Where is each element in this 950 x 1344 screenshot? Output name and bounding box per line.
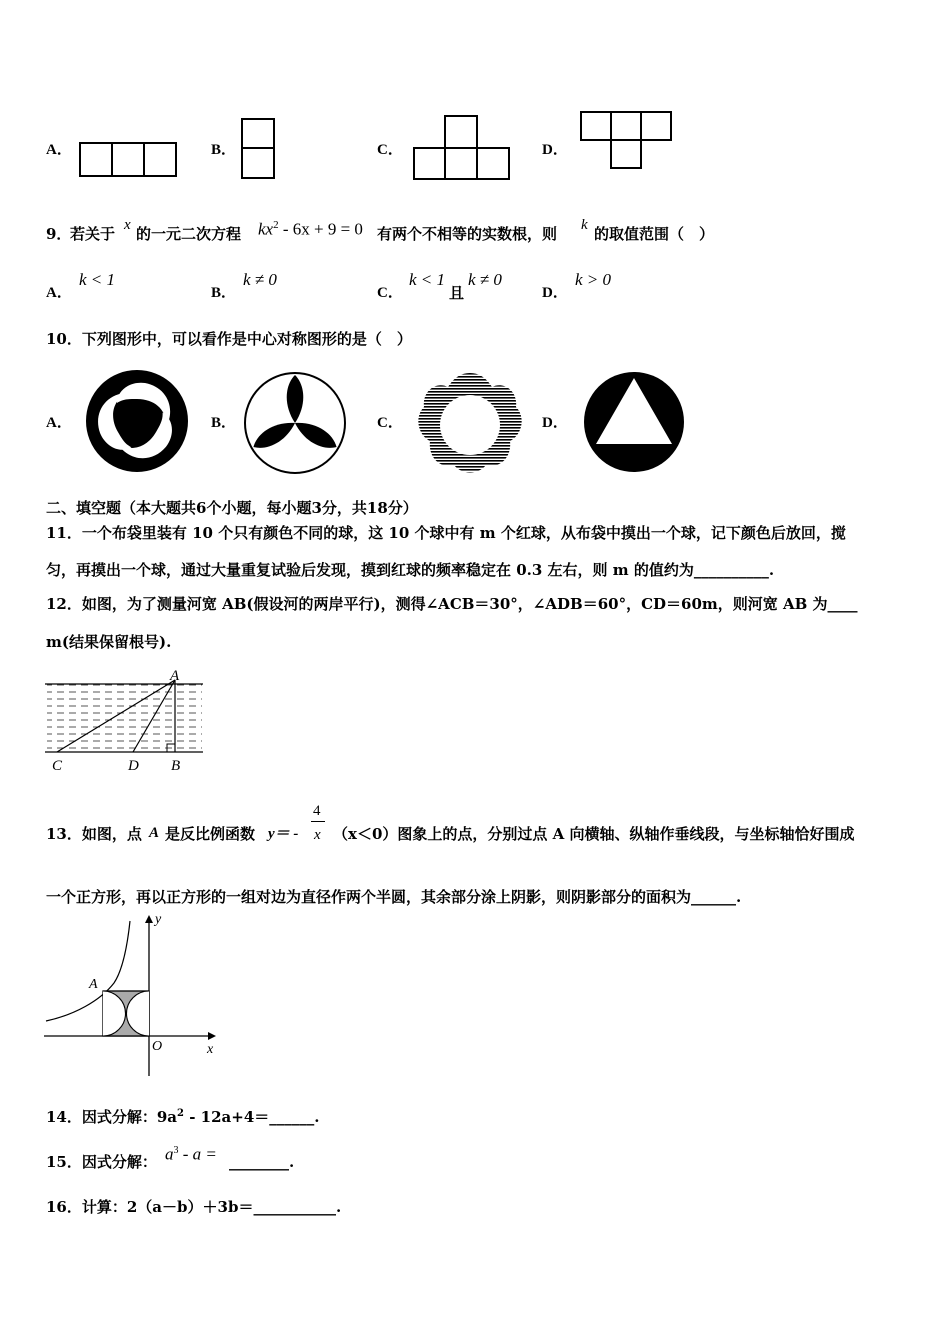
q12-line1: 12．如图，为了测量河宽 AB(假设河的两岸平行)，测得∠ACB＝30°，∠ADB＝60°，CD＝60m，则河宽 AB 为____ <box>46 595 858 613</box>
q8-label-d: D． <box>542 142 568 158</box>
q15-a: a <box>165 1144 174 1164</box>
q8-label-b: B． <box>211 142 237 158</box>
q13-frac-den: x <box>314 827 321 843</box>
q10-figure-a-tomoe <box>85 369 189 473</box>
q9-equation <box>258 215 363 240</box>
q9-option-b: B． <box>211 285 237 301</box>
q13-fig-label-o: O <box>152 1039 163 1054</box>
q13-fig-label-x: x <box>207 1042 214 1057</box>
q13-fig-label-a: A <box>89 977 98 992</box>
q9-text-mid: 的一元二次方程 <box>136 225 242 243</box>
q10-label-c: C． <box>377 415 403 431</box>
q10-figure-d-triangle-in-circle <box>582 370 686 474</box>
q13-text-cond: （x＜0）图象上的点，分别过点 A 向横轴、纵轴作垂线段，与坐标轴恰好围成 <box>333 825 855 843</box>
q13-y-eq: y＝ - <box>268 826 299 842</box>
q12-river-figure <box>45 668 205 774</box>
section-2-title: 二、填空题（本大题共6个小题，每小题3分，共18分） <box>46 499 418 517</box>
q9-text-post2: 的取值范围（ ） <box>594 225 715 243</box>
q12-line2: m(结果保留根号). <box>46 633 172 651</box>
q15-minus: - <box>178 1144 193 1164</box>
q16-text: 16．计算：2（a－b）＋3b＝___________. <box>46 1198 342 1216</box>
q12-fig-label-c: C <box>52 758 63 774</box>
q9-eq-rest: - 6x + 9 = 0 <box>278 219 363 239</box>
q11-line1: 11．一个布袋里装有 10 个只有颜色不同的球，这 10 个球中有 m 个红球，从布袋中摸出一个球，记下颜色后放回，搅 <box>46 524 846 542</box>
q9-eq-exponent: 2 <box>273 219 279 231</box>
q9-var-k: k <box>581 217 588 233</box>
q9-eq-kx: kx <box>258 219 274 239</box>
q12-fig-label-a: A <box>170 668 180 684</box>
q10-stem: 10．下列图形中，可以看作是中心对称图形的是（ ） <box>46 330 412 348</box>
q13-line2: 一个正方形，再以正方形的一组对边为直径作两个半圆，其余部分涂上阴影，则阴影部分的面积为______. <box>46 888 742 906</box>
q9-text-pre: 若关于 <box>70 225 116 243</box>
q12-fig-label-b: B <box>171 758 181 774</box>
q14-exponent: 2 <box>177 1108 184 1119</box>
q10-label-a: A． <box>46 415 72 431</box>
q15-pre: 15．因式分解： <box>46 1153 157 1171</box>
q8-label-c: C． <box>377 142 403 158</box>
q8-figure-a <box>79 142 179 178</box>
q9-option-d-math: k > 0 <box>575 270 612 289</box>
q13-graph-figure <box>44 913 224 1078</box>
q9-option-c-math2: k ≠ 0 <box>468 270 502 289</box>
q13-text-pre: 13．如图，点 <box>46 825 142 843</box>
q9-number: 9． <box>46 225 72 243</box>
q9-option-c: C． <box>377 285 403 301</box>
q15-blank: ________. <box>229 1153 295 1171</box>
q9-option-d: D． <box>542 285 568 301</box>
q9-option-a: A． <box>46 285 72 301</box>
q8-figure-c <box>413 115 511 181</box>
q14-text <box>46 1104 320 1127</box>
q9-var-x: x <box>124 217 131 233</box>
q11-line2: 匀，再摸出一个球，通过大量重复试验后发现，摸到红球的频率稳定在 0.3 左右，则 m 的值约为__________. <box>46 561 775 579</box>
q13-fig-label-y: y <box>155 912 162 927</box>
q14-pre: 14．因式分解：9a <box>46 1108 178 1126</box>
q10-label-b: B． <box>211 415 237 431</box>
q13-frac-num: 4 <box>313 803 321 819</box>
q9-option-c-math1: k < 1 <box>409 270 446 289</box>
q10-figure-b-three-petals <box>243 371 347 475</box>
q10-figure-c-striped-flower <box>413 368 527 474</box>
q10-label-d: D． <box>542 415 568 431</box>
q9-option-c-and: 且 <box>449 284 465 302</box>
q14-post: - 12a+4＝______. <box>184 1108 320 1126</box>
q8-figure-b <box>241 118 277 180</box>
q8-figure-d <box>580 111 674 171</box>
q15-exponent: 3 <box>173 1145 179 1156</box>
q9-option-b-math: k ≠ 0 <box>243 270 277 289</box>
q15-math <box>165 1141 217 1165</box>
q13-text-mid: 是反比例函数 <box>165 825 256 843</box>
q8-label-a: A． <box>46 142 72 158</box>
q15-a2: a = <box>192 1144 217 1164</box>
q9-option-a-math: k < 1 <box>79 270 116 289</box>
q13-frac-bar <box>311 821 325 822</box>
q12-fig-label-d: D <box>128 758 139 774</box>
q9-text-post1: 有两个不相等的实数根，则 <box>377 225 558 243</box>
q13-point-a: A <box>149 825 160 841</box>
